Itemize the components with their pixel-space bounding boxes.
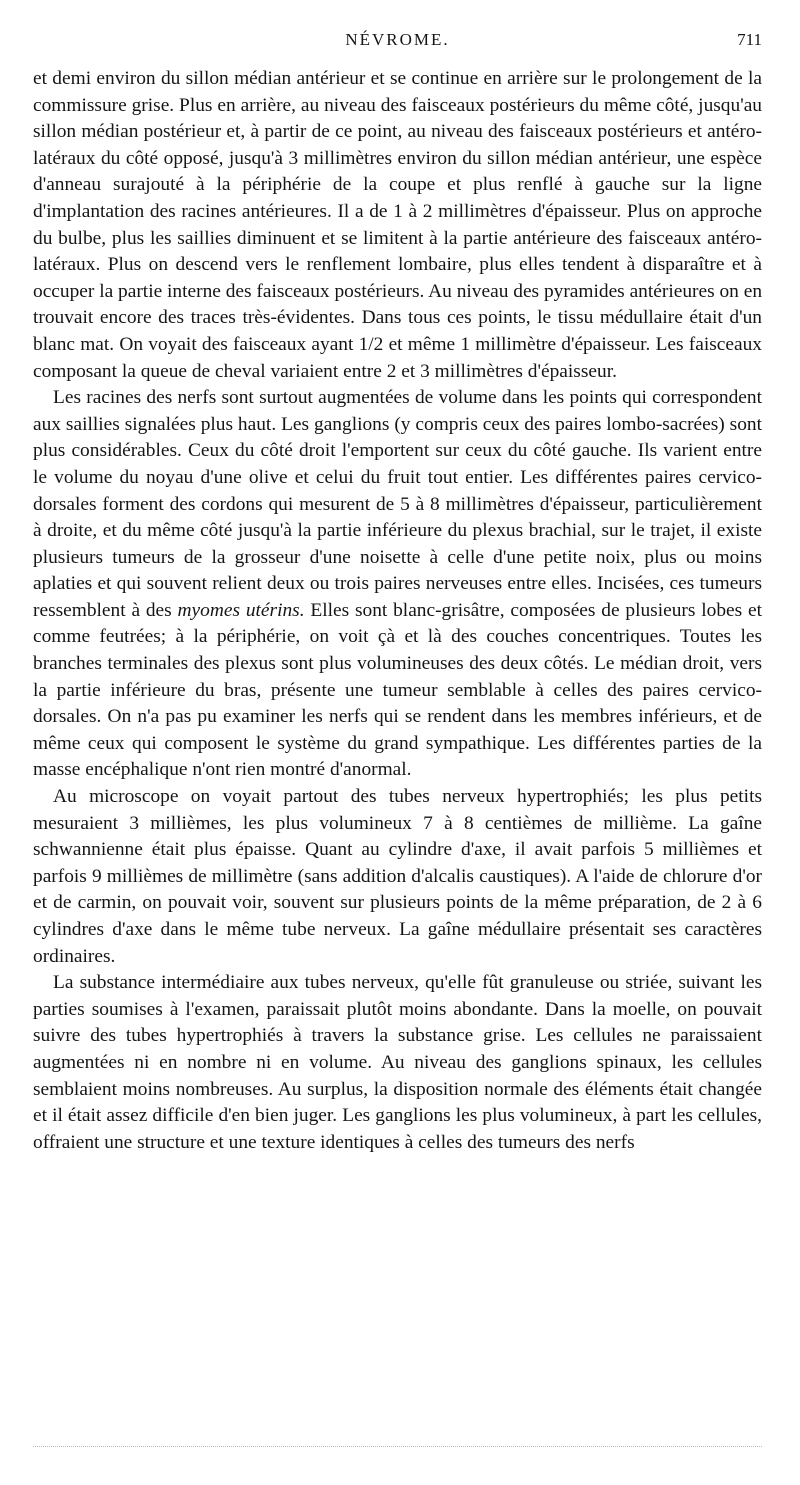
paragraph-2-emphasis: myomes utérins. — [177, 599, 305, 621]
paragraph-2-text-after: Elles sont blanc-grisâtre, composées de plusieurs lobes et comme feutrées; à la périphérie, on voit çà et là des couches concentriques. Toutes les branches terminales des plexus sont plus volumineuses des deux côtés. Le médian droit, vers la partie inférieure du bras, présente une tumeur semblable à celles des paires cervico-dorsales. On n'a pas pu examiner les nerfs qui se rendent dans les membres inférieurs, et de même ceux qui composent le système du grand sympathique. Les différentes parties de la masse encéphalique n'ont rien montré d'anormal. — [33, 599, 762, 781]
body-text — [33, 66, 762, 1156]
page-header — [33, 30, 762, 56]
paragraph-4: La substance intermédiaire aux tubes nerveux, qu'elle fût granuleuse ou striée, suivant les parties soumises à l'examen, paraissait plutôt moins abondante. Dans la moelle, on pouvait suivre des tubes hypertrophiés à travers la substance grise. Les cellules ne paraissaient augmentées ni en nombre ni en volume. Au niveau des ganglions spinaux, les cellules semblaient moins nombreuses. Au surplus, la disposition normale des éléments était changée et il était assez difficile d'en bien juger. Les ganglions les plus volumineux, à part les cellules, offraient une structure et une texture identiques à celles des tumeurs des nerfs — [33, 972, 762, 1153]
paragraph-3: Au microscope on voyait partout des tubes nerveux hypertrophiés; les plus petits mesuraient 3 millièmes, les plus volumineux 7 à 8 centièmes de millième. La gaîne schwannienne était plus épaisse. Quant au cylindre d'axe, il avait parfois 5 millièmes et parfois 9 millièmes de millimètre (sans addition d'alcalis caustiques). A l'aide de chlorure d'or et de carmin, on pouvait voir, souvent sur plusieurs points de la même préparation, de 2 à 6 cylindres d'axe dans le même tube nerveux. La gaîne médullaire présentait ses caractères ordinaires. — [33, 786, 762, 967]
paragraph-2-text-before: Les racines des nerfs sont surtout augmentées de volume dans les points qui correspondent aux saillies signalées plus haut. Les ganglions (y compris ceux des paires lombo-sacrées) sont plus considérables. Ceux du côté droit l'emportent sur ceux du côté gauche. Ils varient entre le volume du noyau d'une olive et celui du fruit tout entier. Les différentes paires cervico-dorsales forment des cordons qui mesurent de 5 à 8 millimètres d'épaisseur, particulièrement à droite, et du même côté jusqu'à la partie inférieure du plexus brachial, sur le trajet, il existe plusieurs tumeurs de la grosseur d'une noisette à celle d'une petite noix, plus ou moins aplaties et qui souvent relient deux ou trois paires nerveuses entre elles. Incisées, ces tumeurs ressemblent à des — [33, 387, 762, 621]
running-title: NÉVROME. — [345, 30, 450, 49]
page-number: 711 — [737, 30, 762, 49]
paragraph-1: et demi environ du sillon médian antérieur et se continue en arrière sur le prolongement de la commissure grise. Plus en arrière, au niveau des faisceaux postérieurs du même côté, jusqu'au sillon médian postérieur et, à partir de ce point, au niveau des faisceaux postérieurs et antéro-latéraux du côté opposé, jusqu'à 3 millimètres environ du sillon médian antérieur, une espèce d'anneau surajouté à la périphérie de la coupe et plus renflé à gauche sur la ligne d'implantation des racines antérieures. Il a de 1 à 2 millimètres d'épaisseur. Plus on approche du bulbe, plus les saillies diminuent et se limitent à la partie antérieure des faisceaux antéro-latéraux. Plus on descend vers le renflement lombaire, plus elles tendent à disparaître et à occuper la partie interne des faisceaux postérieurs. Au niveau des pyramides antérieures on en trouvait encore des traces très-évidentes. Dans tous ces points, le tissu médullaire était d'un blanc mat. On voyait des faisceaux ayant 1/2 et même 1 millimètre d'épaisseur. Les faisceaux composant la queue de cheval variaient entre 2 et 3 millimètres d'épaisseur. — [33, 68, 763, 382]
footer-dotted-rule — [33, 1446, 762, 1447]
paragraph-2 — [33, 385, 762, 784]
